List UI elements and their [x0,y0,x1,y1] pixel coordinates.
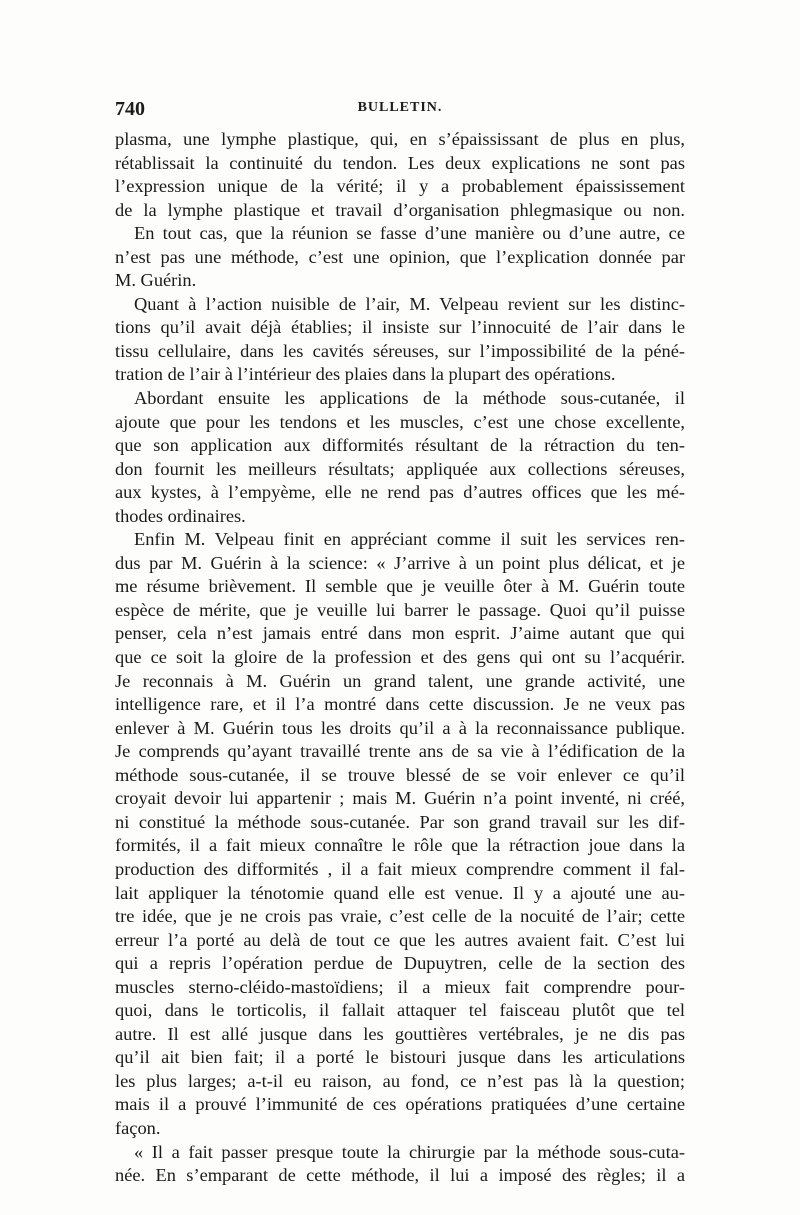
text-line: dus par M. Guérin à la science: « J’arrive à un point plus délicat, et je [115,552,685,573]
text-line: façon. [115,1117,161,1138]
text-line: quoi, dans le torticolis, il fallait attaquer tel faisceau plutôt que tel [115,1000,685,1021]
text-line: muscles sterno-cléido-mastoïdiens; il a mieux fait comprendre pour- [115,976,685,997]
text-line: Je reconnais à M. Guérin un grand talent, une grande activité, une [115,670,685,691]
text-line: erreur l’a porté au delà de tout ce que les autres avaient fait. C’est lui [115,929,685,950]
text-line: lait appliquer la ténotomie quand elle est venue. Il y a ajouté une au- [115,882,685,903]
text-line: qui a repris l’opération perdue de Dupuytren, celle de la section des [115,953,685,974]
text-line: tre idée, que je ne crois pas vraie, c’est celle de la nocuité de l’air; cette [115,906,685,927]
text-line: thodes ordinaires. [115,505,246,526]
text-line: aux kystes, à l’empyème, elle ne rend pas d’autres offices que les mé- [115,482,685,503]
text-line: méthode sous-cutanée, il se trouve blessé de se voir enlever ce qu’il [115,764,685,785]
text-line: que ce soit la gloire de la profession et des gens qui ont su l’acquérir. [115,647,685,668]
text-line: ni constitué la méthode sous-cutanée. Par son grand travail sur les dif- [115,811,685,832]
text-line: autre. Il est allé jusque dans les gouttières vertébrales, je ne dis pas [115,1023,685,1044]
text-line: espèce de mérite, que je veuille lui barrer le passage. Quoi qu’il puisse [115,599,685,620]
text-line: que son application aux difformités résultant de la rétraction du ten- [115,435,685,456]
text-line: « Il a fait passer presque toute la chirurgie par la méthode sous-cuta- [134,1141,685,1162]
text-line: tions qu’il avait déjà établies; il insiste sur l’innocuité de l’air dans le [115,317,685,338]
text-line: Quant à l’action nuisible de l’air, M. Velpeau revient sur les distinc- [134,293,685,314]
text-line: Je comprends qu’ayant travaillé trente ans de sa vie à l’édification de la [115,741,685,762]
text-line: ajoute que pour les tendons et les muscles, c’est une chose excellente, [115,411,685,432]
text-line: tissu cellulaire, dans les cavités séreuses, sur l’impossibilité de la péné- [115,340,685,361]
text-line: enlever à M. Guérin tous les droits qu’il a à la reconnaissance publique. [115,717,685,738]
text-line: Abordant ensuite les applications de la méthode sous-cutanée, il [134,388,685,409]
text-line: rétablissait la continuité du tendon. Les deux explications ne sont pas [115,152,685,173]
text-line: don fournit les meilleurs résultats; appliquée aux collections séreuses, [115,458,685,479]
section-title: BULLETIN. [357,100,443,115]
text-line: En tout cas, que la réunion se fasse d’une manière ou d’une autre, ce [134,223,685,244]
text-line: plasma, une lymphe plastique, qui, en s’épaississant de plus en plus, [115,129,685,149]
text-line: penser, cela n’est jamais entré dans mon esprit. J’aime autant que qui [115,623,685,644]
text-line: formités, il a fait mieux connaître le rôle que la rétraction joue dans la [115,835,685,856]
text-line: M. Guérin. [115,270,197,291]
page-number: 740 [115,98,145,120]
text-line: intelligence rare, et il l’a montré dans cette discussion. Je ne veux pas [115,694,685,715]
text-line: croyait devoir lui appartenir ; mais M. Guérin n’a point inventé, ni créé, [115,788,685,809]
body-text [115,128,685,1188]
text-line: n’est pas une méthode, c’est une opinion, que l’explication donnée par [115,246,685,267]
text-line: qu’il ait bien fait; il a porté le bistouri jusque dans les articulations [115,1047,685,1068]
text-line: les plus larges; a-t-il eu raison, au fond, ce n’est pas là la question; [115,1070,685,1091]
running-head [115,98,685,122]
text-line: tration de l’air à l’intérieur des plaies dans la plupart des opérations. [115,364,616,385]
text-line: née. En s’emparant de cette méthode, il lui a imposé des règles; il a [115,1165,685,1186]
text-line: de la lymphe plastique et travail d’organisation phlegmasique ou non. [115,199,685,220]
text-line: me résume brièvement. Il semble que je veuille ôter à M. Guérin toute [115,576,685,597]
text-line: mais il a prouvé l’immunité de ces opérations pratiquées d’une certaine [115,1094,685,1115]
text-line: production des difformités , il a fait mieux comprendre comment il fal- [115,858,685,879]
text-line: Enfin M. Velpeau finit en appréciant comme il suit les services ren- [134,529,685,550]
text-line: l’expression unique de la vérité; il y a probablement épaississement [115,176,685,197]
